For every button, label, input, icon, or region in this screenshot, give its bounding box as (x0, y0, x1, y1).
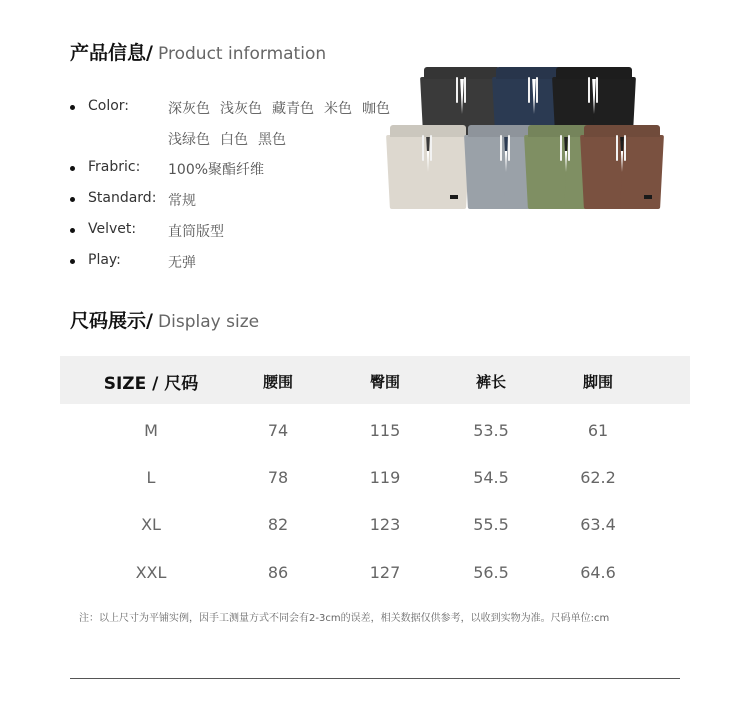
size-table-cell: 127 (369, 563, 401, 582)
size-table-header-cell: SIZE / 尺码 (103, 374, 199, 394)
product-image-shorts (388, 65, 688, 215)
size-table-header (60, 356, 690, 404)
color-value: 米色 (324, 101, 352, 117)
bullet-icon (70, 228, 75, 233)
size-note: 注：以上尺寸为平铺实例，因手工测量方式不同会有2-3cm的误差，相关数据仅供参考，以收到实物为准。尺码单位:cm (79, 613, 610, 624)
display-size-title-zh: 尺码展示/ (70, 310, 153, 332)
size-table-cell: 82 (267, 515, 289, 534)
spec-standard-value: 常规 (168, 193, 196, 209)
color-value: 浅绿色 (168, 132, 210, 148)
color-value: 白色 (220, 132, 248, 148)
size-table-cell: XL (141, 515, 161, 534)
size-table-cell: 61 (587, 421, 609, 440)
spec-play-value: 无弹 (168, 255, 196, 271)
color-values-line-2 (168, 129, 296, 149)
spec-velvet-label: Velvet: (88, 221, 137, 237)
bottom-divider (70, 678, 680, 679)
size-table-header-cell: 裤长 (475, 373, 506, 391)
spec-color-label: Color: (88, 98, 130, 114)
bullet-icon (70, 105, 75, 110)
size-table-cell: XXL (135, 563, 167, 582)
color-value: 藏青色 (272, 101, 314, 117)
bullet-icon (70, 197, 75, 202)
size-table-cell: 56.5 (473, 563, 509, 582)
size-table-cell: 74 (267, 421, 289, 440)
product-info-title-zh: 产品信息/ (70, 42, 153, 64)
shorts-item (584, 125, 660, 209)
color-values-line-1 (168, 98, 400, 118)
display-size-title-en: Display size (158, 312, 260, 332)
color-value: 黑色 (258, 132, 286, 148)
bullet-icon (70, 259, 75, 264)
size-table-header-cell: 臀围 (369, 373, 400, 391)
size-table-header-cell: 腰围 (262, 373, 293, 391)
shorts-item (390, 125, 466, 209)
spec-fabric-label: Frabric: (88, 159, 141, 175)
size-table-cell: 86 (267, 563, 289, 582)
size-table-cell: 115 (369, 421, 401, 440)
product-info-title-en: Product information (158, 44, 327, 64)
color-value: 深灰色 (168, 101, 210, 117)
size-table-cell: 54.5 (473, 468, 509, 487)
size-table-cell: 53.5 (473, 421, 509, 440)
size-table-cell: 64.6 (580, 563, 616, 582)
size-table-cell: 78 (267, 468, 289, 487)
size-table-cell: L (146, 468, 156, 487)
display-size-title (70, 306, 259, 333)
size-table-cell: 63.4 (580, 515, 616, 534)
spec-standard-label: Standard: (88, 190, 157, 206)
size-table-header-cell: 脚围 (582, 373, 613, 391)
spec-play-label: Play: (88, 252, 121, 268)
color-value: 浅灰色 (220, 101, 262, 117)
color-value: 咖色 (362, 101, 390, 117)
size-table-cell: 119 (369, 468, 401, 487)
spec-fabric-value: 100%聚酯纤维 (168, 162, 265, 178)
size-table-cell: 62.2 (580, 468, 616, 487)
size-table-cell: 55.5 (473, 515, 509, 534)
size-table-cell: M (144, 421, 158, 440)
bullet-icon (70, 166, 75, 171)
size-table-cell: 123 (369, 515, 401, 534)
spec-velvet-value: 直筒版型 (168, 224, 224, 240)
